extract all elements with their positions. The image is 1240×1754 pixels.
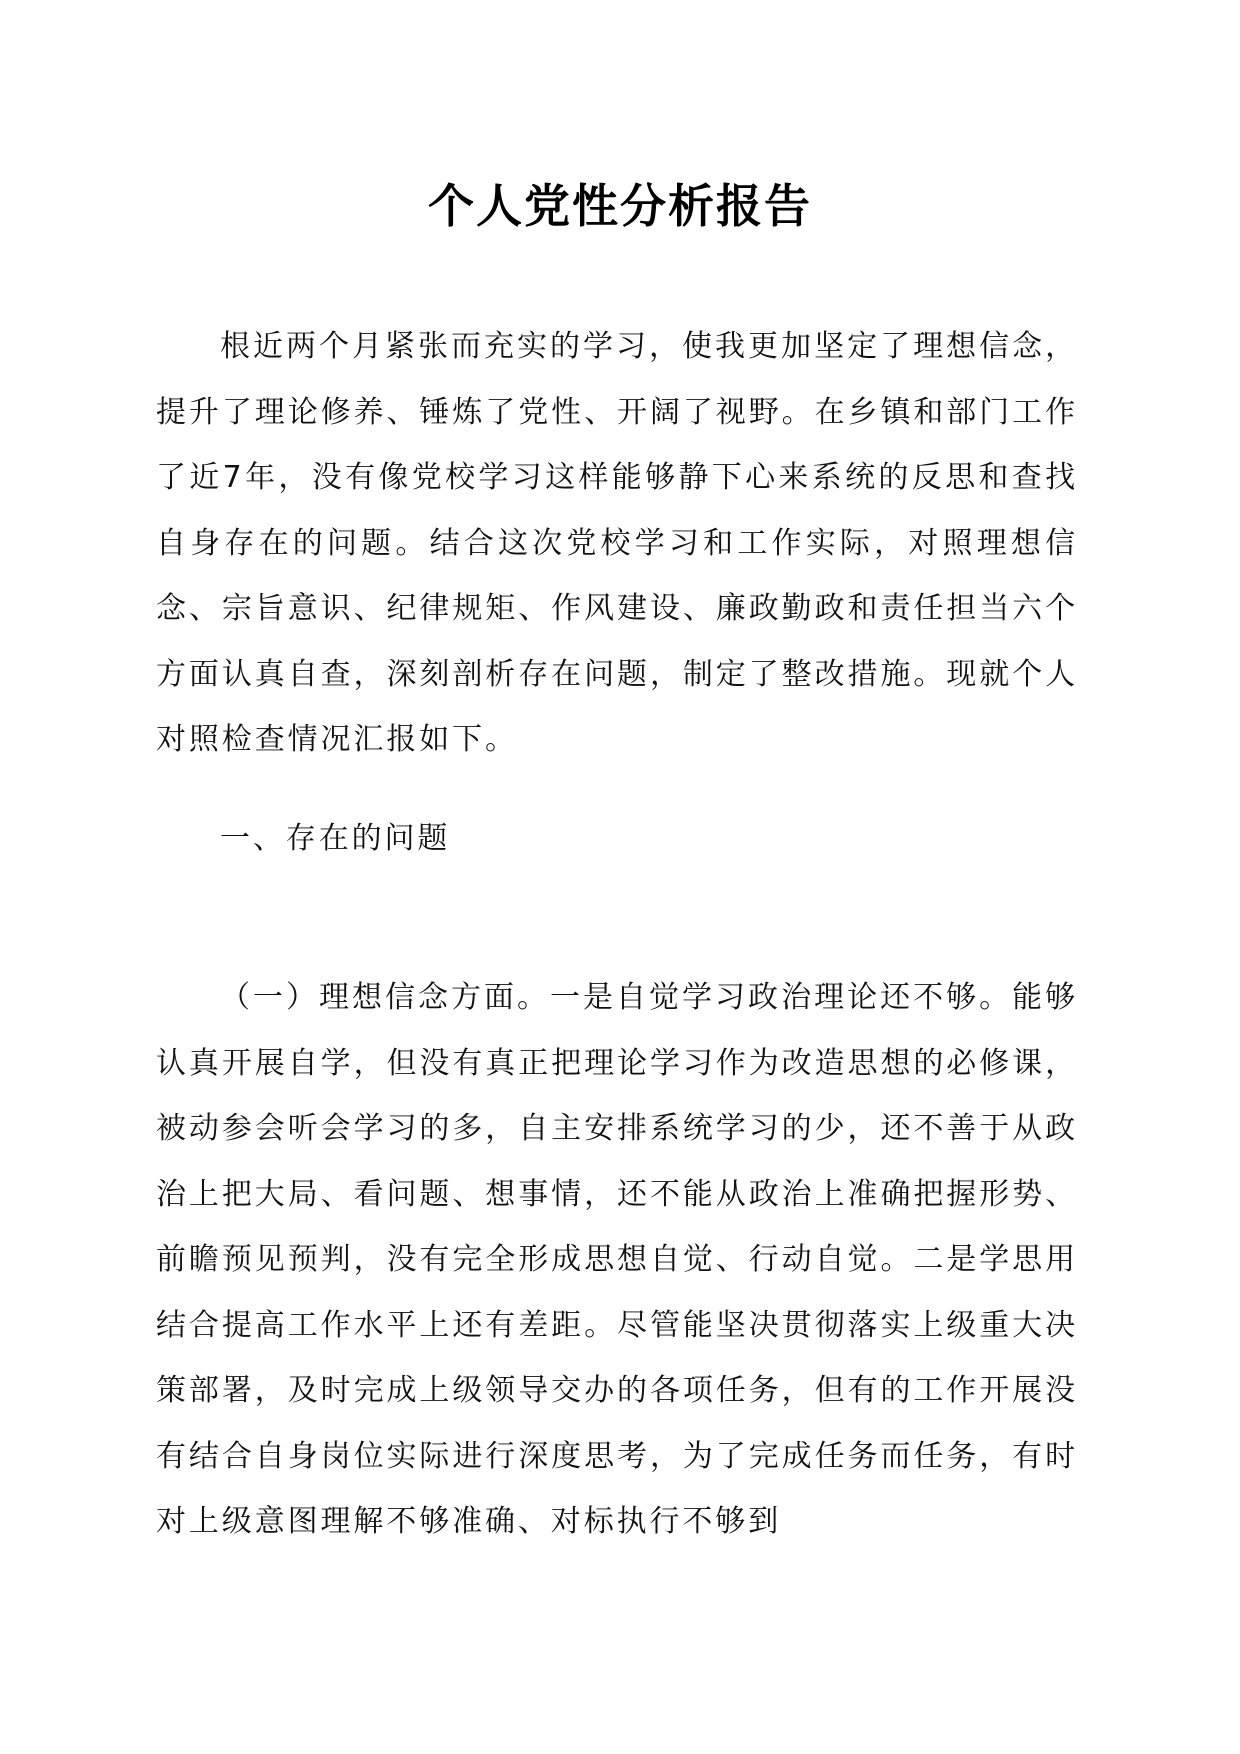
section-heading: 一、存在的问题 — [220, 821, 451, 856]
document-title: 个人党性分析报告 — [428, 179, 812, 233]
intro-paragraph: 根近两个月紧张而充实的学习，使我更加坚定了理想信念，提升了理论修养、锤炼了党性、开阔了视野。在乡镇和部门工作了近7年，没有像党校学习这样能够静下心来系统的反思和查找自身存在的问题。结合这次党校学习和工作实际，对照理想信念、宗旨意识、纪律规矩、作风建设、廉政勤政和责任担当六个方面认真自查，深刻剖析存在问题，制定了整改措施。现就个人对照检查情况汇报如下。 — [156, 329, 1078, 757]
section-paragraph: （一）理想信念方面。一是自觉学习政治理论还不够。能够认真开展自学，但没有真正把理论学习作为改造思想的必修课，被动参会听会学习的多，自主安排系统学习的少，还不善于从政治上把大局、看问题、想事情，还不能从政治上准确把握形势、前瞻预见预判，没有完全形成思想自觉、行动自觉。二是学思用结合提高工作水平上还有差距。尽管能坚决贯彻落实上级重大决策部署，及时完成上级领导交办的各项任务，但有的工作开展没有结合自身岗位实际进行深度思考，为了完成任务而任务，有时对上级意图理解不够准确、对标执行不够到 — [156, 980, 1078, 1539]
